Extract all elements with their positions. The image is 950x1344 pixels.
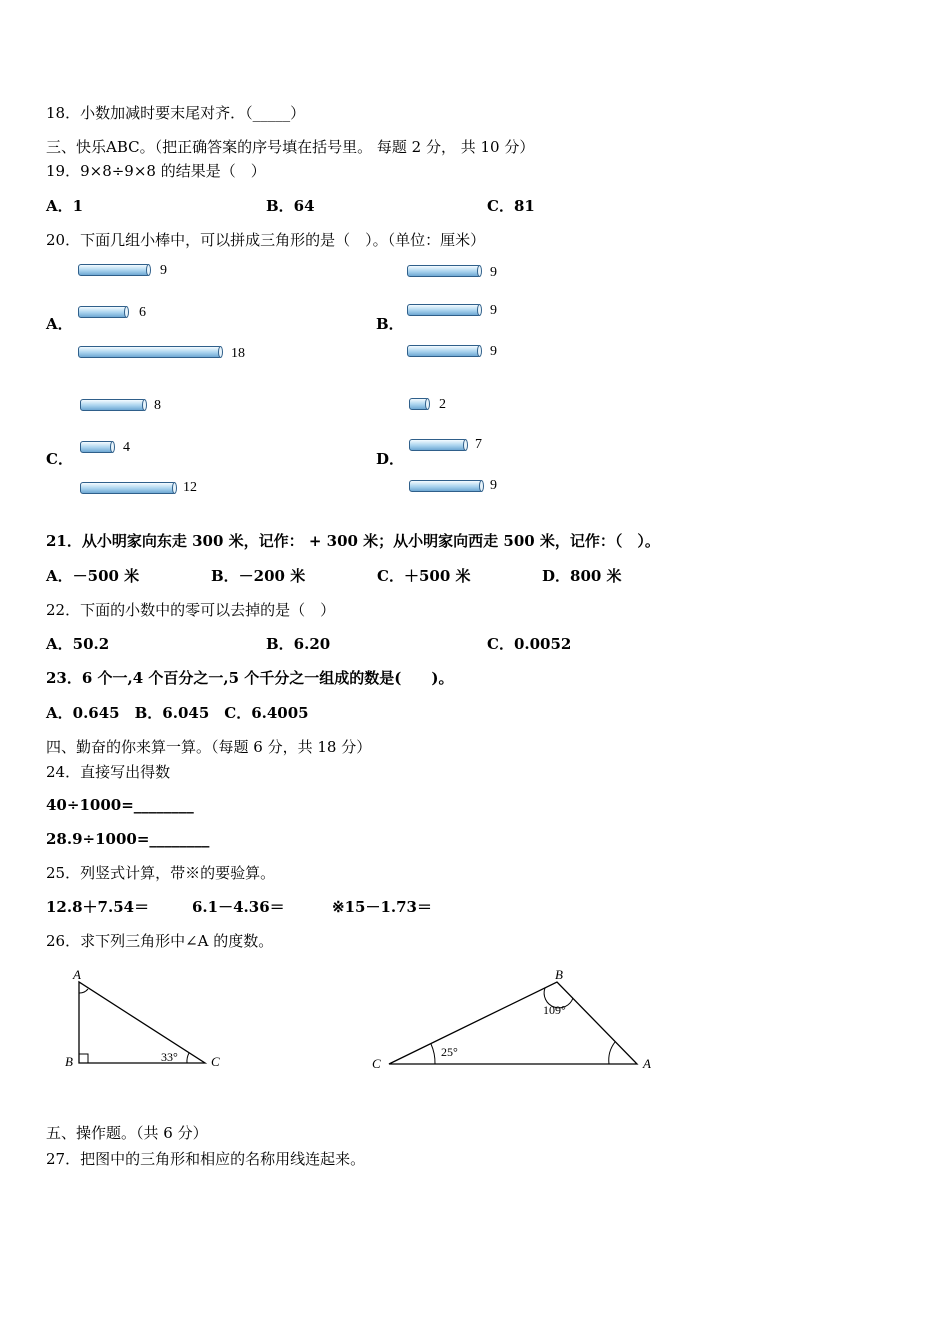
question-18: 18．小数加减时要末尾对齐．（_____） — [46, 104, 306, 122]
question-26: 26．求下列三角形中∠A 的度数。 — [46, 932, 274, 950]
q22-option-b: B．6.20 — [266, 635, 331, 653]
question-21: 21．从小明家向东走 300 米，记作： + 300 米；从小明家向西走 500 米，记作：（ ）。 — [46, 532, 660, 550]
stick-d3 — [409, 480, 483, 492]
angle-c-arc — [431, 1044, 435, 1064]
q25-item-1: 12.8＋7.54＝ — [46, 898, 150, 916]
q20-label-a: A． — [46, 315, 73, 333]
q19-option-c: C．81 — [487, 197, 535, 215]
question-23: 23．6 个一,4 个百分之一,5 个千分之一组成的数是( )。 — [46, 669, 454, 687]
stick-b3 — [407, 345, 481, 357]
q21-option-c: C．＋500 米 — [377, 567, 471, 585]
section-3-title: 三、快乐ABC。（把正确答案的序号填在括号里。 每题 2 分， 共 10 分） — [46, 138, 535, 156]
angle-b-value: 109° — [543, 1003, 566, 1017]
angle-c-value: 25° — [441, 1045, 458, 1059]
question-22: 22．下面的小数中的零可以去掉的是（ ） — [46, 601, 336, 619]
stick-c2-length: 4 — [123, 440, 130, 455]
q21-option-b: B．－200 米 — [211, 567, 306, 585]
vertex-b-label: B — [555, 967, 563, 982]
question-25: 25．列竖式计算，带※的要验算。 — [46, 864, 276, 882]
section-4-title: 四、勤奋的你来算一算。（每题 6 分，共 18 分） — [46, 738, 372, 756]
question-27: 27．把图中的三角形和相应的名称用线连起来。 — [46, 1150, 366, 1168]
section-5-title: 五、操作题。（共 6 分） — [46, 1124, 208, 1142]
stick-a3-length: 18 — [231, 346, 245, 361]
vertex-c-label: C — [372, 1056, 381, 1071]
q22-option-a: A．50.2 — [46, 635, 110, 653]
triangle-2-figure — [365, 962, 665, 1077]
q21-option-d: D．800 米 — [542, 567, 622, 585]
q19-option-a: A．1 — [46, 197, 84, 215]
stick-d1 — [409, 398, 429, 410]
q20-label-b: B． — [376, 315, 404, 333]
vertex-a-label: A — [643, 1056, 651, 1071]
stick-b1 — [407, 265, 481, 277]
vertex-a-label: A — [73, 967, 81, 982]
angle-a-arc — [609, 1042, 615, 1064]
q20-label-c: C． — [46, 450, 73, 468]
stick-d2-length: 7 — [475, 437, 482, 452]
stick-c2 — [80, 441, 114, 453]
stick-d1-length: 2 — [439, 397, 446, 412]
q24-item-2: 28.9÷1000=________ — [46, 830, 210, 848]
angle-a-arc — [79, 989, 88, 993]
question-19: 19．9×8÷9×8 的结果是（ ） — [46, 162, 266, 180]
stick-a1 — [78, 264, 150, 276]
stick-a3 — [78, 346, 222, 358]
q25-item-2: 6.1－4.36＝ — [192, 898, 285, 916]
stick-b3-length: 9 — [490, 344, 497, 359]
question-24: 24．直接写出得数 — [46, 763, 171, 781]
triangle-1-figure — [55, 962, 235, 1077]
stick-b1-length: 9 — [490, 265, 497, 280]
angle-c-arc — [187, 1053, 189, 1063]
stick-c1-length: 8 — [154, 398, 161, 413]
q23-options: A．0.645 B．6.045 C．6.4005 — [46, 704, 309, 722]
stick-c1 — [80, 399, 146, 411]
q21-option-a: A．－500 米 — [46, 567, 140, 585]
q22-option-c: C．0.0052 — [487, 635, 572, 653]
q19-option-b: B．64 — [266, 197, 315, 215]
vertex-c-label: C — [211, 1054, 220, 1069]
right-angle-mark — [79, 1054, 88, 1063]
angle-c-value: 33° — [161, 1050, 178, 1064]
stick-b2 — [407, 304, 481, 316]
stick-a2 — [78, 306, 128, 318]
stick-d3-length: 9 — [490, 478, 497, 493]
q25-item-3: ※15－1.73＝ — [332, 898, 432, 916]
q20-label-d: D． — [376, 450, 405, 468]
triangle-1-outline — [79, 982, 205, 1063]
stick-a1-length: 9 — [160, 263, 167, 278]
q24-item-1: 40÷1000=________ — [46, 796, 194, 814]
triangle-2-outline — [389, 982, 637, 1064]
stick-c3-length: 12 — [183, 480, 197, 495]
stick-d2 — [409, 439, 467, 451]
stick-b2-length: 9 — [490, 303, 497, 318]
question-20: 20．下面几组小棒中，可以拼成三角形的是（ ）。（单位：厘米） — [46, 231, 486, 249]
stick-a2-length: 6 — [139, 305, 146, 320]
stick-c3 — [80, 482, 176, 494]
vertex-b-label: B — [65, 1054, 73, 1069]
